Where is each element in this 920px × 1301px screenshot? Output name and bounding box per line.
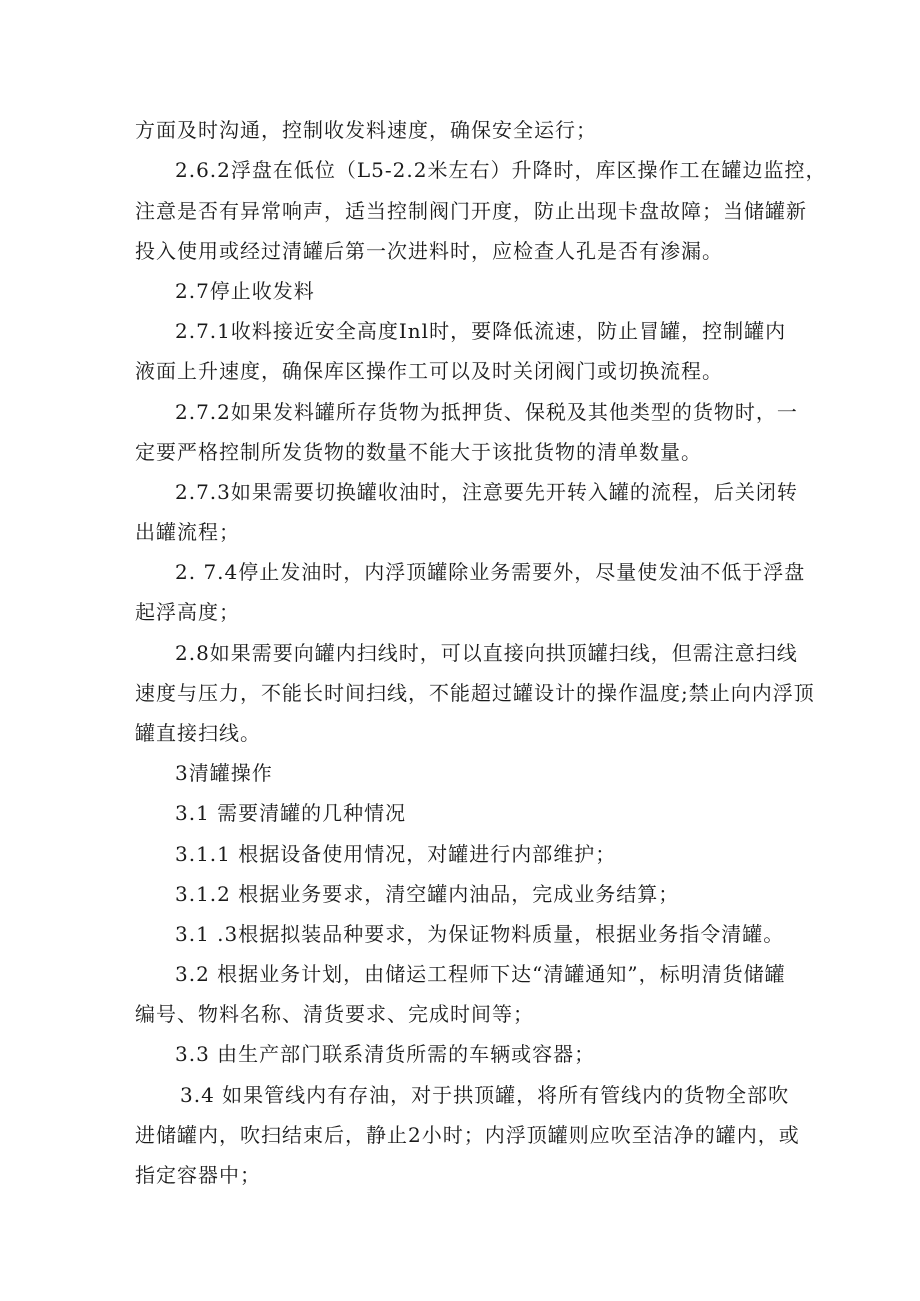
subsection-heading: 3.1 需要清罐的几种情况 xyxy=(175,801,407,825)
paragraph-line: 起浮高度； xyxy=(135,600,240,624)
section-heading: 3清罐操作 xyxy=(175,761,273,785)
paragraph-line: 方面及时沟通，控制收发料速度，确保安全运行； xyxy=(135,118,597,142)
paragraph-line: 3.1.2 根据业务要求，清空罐内油品，完成业务结算； xyxy=(175,882,680,906)
paragraph-line: 3.1.1 根据设备使用情况，对罐进行内部维护； xyxy=(175,842,617,866)
paragraph-line: 罐直接扫线。 xyxy=(135,721,261,745)
paragraph-line: 2.7.3如果需要切换罐收油时，注意要先开转入罐的流程，后关闭转 xyxy=(175,480,798,504)
paragraph-line: 编号、物料名称、清货要求、完成时间等； xyxy=(135,1002,534,1026)
paragraph-line: 进储罐内，吹扫结束后，静止2小时；内浮顶罐则应吹至洁净的罐内，或 xyxy=(135,1123,800,1147)
paragraph-line: 2.8如果需要向罐内扫线时，可以直接向拱顶罐扫线，但需注意扫线 xyxy=(175,641,798,665)
paragraph-line: 3.1 .3根据拟装品种要求，为保证物料质量，根据业务指令清罐。 xyxy=(175,922,785,946)
paragraph-line: 2. 7.4停止发油时，内浮顶罐除业务需要外，尽量使发油不低于浮盘 xyxy=(175,560,806,584)
paragraph-line: 速度与压力，不能长时间扫线，不能超过罐设计的操作温度;禁止向内浮顶 xyxy=(135,681,815,705)
paragraph-line: 3.2 根据业务计划，由储运工程师下达“清罐通知”，标明清货储罐 xyxy=(175,962,786,986)
paragraph-line: 3.3 由生产部门联系清货所需的车辆或容器； xyxy=(175,1042,596,1066)
section-heading: 2.7停止收发料 xyxy=(175,279,315,303)
paragraph-line: 投入使用或经过清罐后第一次进料时，应检查人孔是否有渗漏。 xyxy=(135,239,723,263)
paragraph-line: 2.6.2浮盘在低位（L5-2.2米左右）升降时，库区操作工在罐边监控， xyxy=(175,158,827,182)
paragraph-line: 定要严格控制所发货物的数量不能大于该批货物的清单数量。 xyxy=(135,440,702,464)
paragraph-line: 液面上升速度，确保库区操作工可以及时关闭阀门或切换流程。 xyxy=(135,359,723,383)
paragraph-line: 2.7.1收料接近安全高度Inl时，要降低流速，防止冒罐，控制罐内 xyxy=(175,319,787,343)
paragraph-line: 出罐流程； xyxy=(135,520,240,544)
paragraph-line: 3.4 如果管线内有存油，对于拱顶罐，将所有管线内的货物全部吹 xyxy=(180,1083,790,1107)
paragraph-line: 2.7.2如果发料罐所存货物为抵押货、保税及其他类型的货物时，一 xyxy=(175,400,798,424)
paragraph-line: 注意是否有异常响声，适当控制阀门开度，防止出现卡盘故障；当储罐新 xyxy=(135,199,807,223)
paragraph-line: 指定容器中； xyxy=(135,1163,261,1187)
